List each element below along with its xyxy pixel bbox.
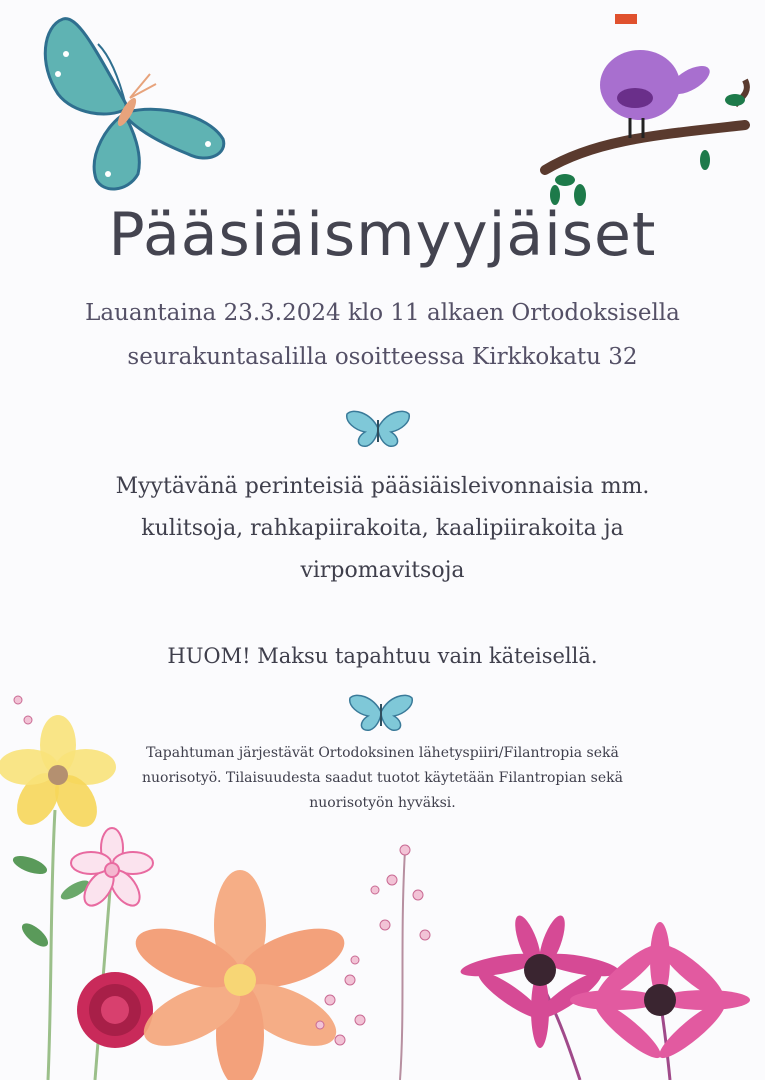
butterfly-illustration (38, 14, 228, 194)
date-location-line-2: seurakuntasalilla osoitteessa Kirkkokatu 32 (127, 344, 638, 370)
organizer-line-2: nuorisotyö. Tilaisuudesta saadut tuotot käytetään Filantropian sekä (142, 770, 623, 786)
organizer-line-3: nuorisotyön hyväksi. (309, 795, 456, 811)
payment-note: HUOM! Maksu tapahtuu vain käteisellä. (167, 644, 598, 668)
organizer-line-1: Tapahtuman järjestävät Ortodoksinen lähetyspiiri/Filantropia sekä (146, 745, 619, 761)
items-line-3: virpomavitsoja (300, 558, 465, 583)
poster-title: Pääsiäismyyjäiset (108, 200, 657, 270)
items-line-2: kulitsoja, rahkapiirakoita, kaalipiirakoita ja (141, 516, 624, 541)
bird-on-branch-illustration (525, 10, 750, 210)
butterfly-divider-icon (345, 408, 411, 448)
date-location-line-1: Lauantaina 23.3.2024 klo 11 alkaen Ortodoksisella (85, 300, 680, 326)
flowers-illustration (0, 680, 765, 1080)
items-line-1: Myytävänä perinteisiä pääsiäisleivonnaisia mm. (115, 474, 650, 499)
